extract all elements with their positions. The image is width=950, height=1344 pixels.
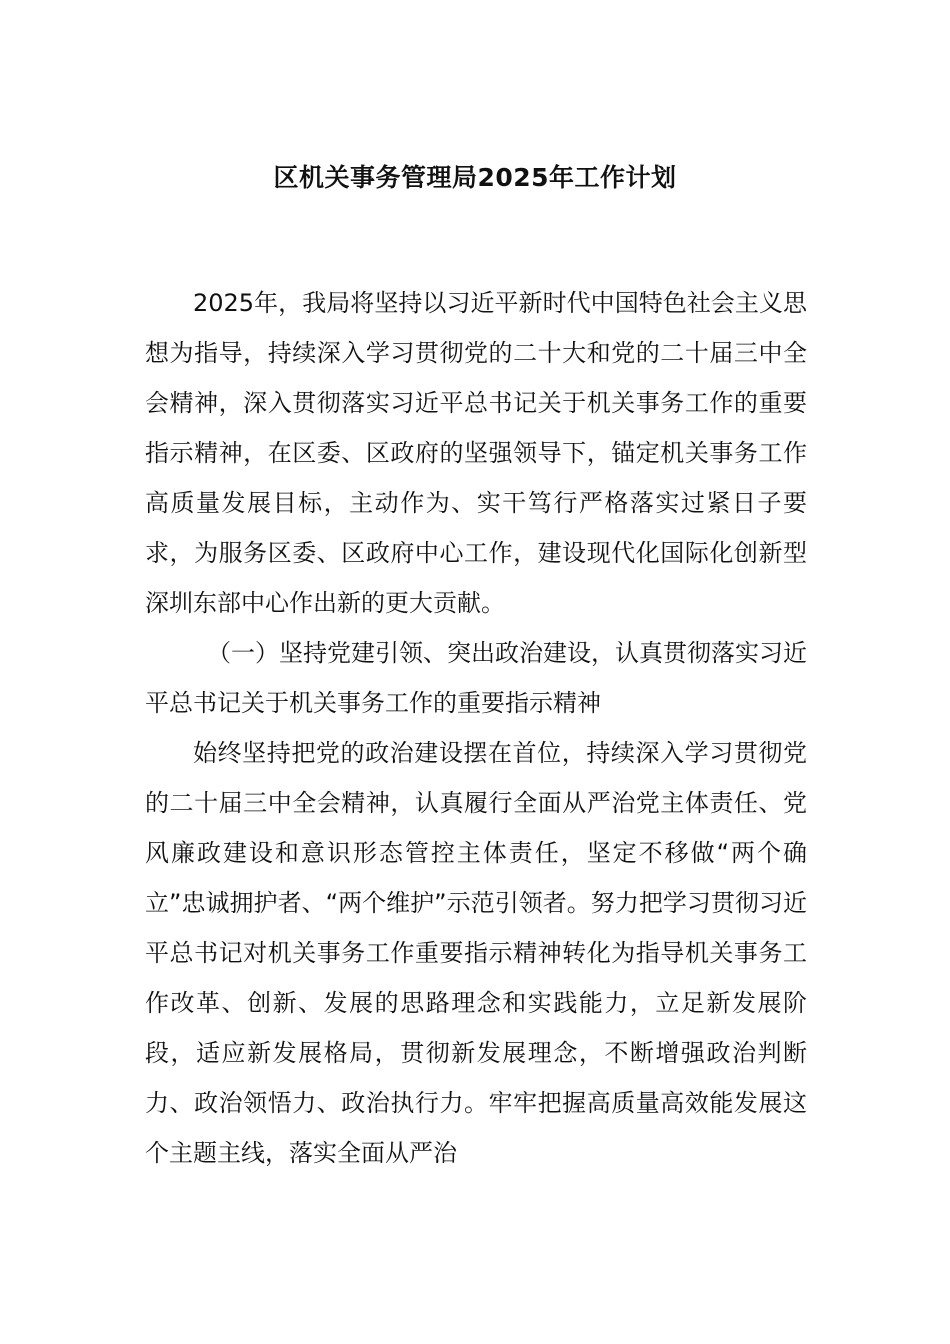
- paragraph-intro: 2025年，我局将坚持以习近平新时代中国特色社会主义思想为指导，持续深入学习贯彻党的二十大和党的二十届三中全会精神，深入贯彻落实习近平总书记关于机关事务工作的重要指示精神，在区委、区政府的坚强领导下，锚定机关事务工作高质量发展目标，主动作为、实干笃行严格落实过紧日子要求，为服务区委、区政府中心工作，建设现代化国际化创新型深圳东部中心作出新的更大贡献。: [145, 289, 807, 617]
- document-title: 区机关事务管理局2025年工作计划: [273, 163, 677, 192]
- section-heading-1: （一）坚持党建引领、突出政治建设，认真贯彻落实习近平总书记关于机关事务工作的重要指示精神: [145, 639, 807, 717]
- paragraph-section-1: 始终坚持把党的政治建设摆在首位，持续深入学习贯彻党的二十届三中全会精神，认真履行全面从严治党主体责任、党风廉政建设和意识形态管控主体责任，坚定不移做“两个确立”忠诚拥护者、“两个维护”示范引领者。努力把学习贯彻习近平总书记对机关事务工作重要指示精神转化为指导机关事务工作改革、创新、发展的思路理念和实践能力，立足新发展阶段，适应新发展格局，贯彻新发展理念，不断增强政治判断力、政治领悟力、政治执行力。牢牢把握高质量高效能发展这个主题主线，落实全面从严治: [145, 739, 807, 1167]
- document-body: [145, 278, 807, 1178]
